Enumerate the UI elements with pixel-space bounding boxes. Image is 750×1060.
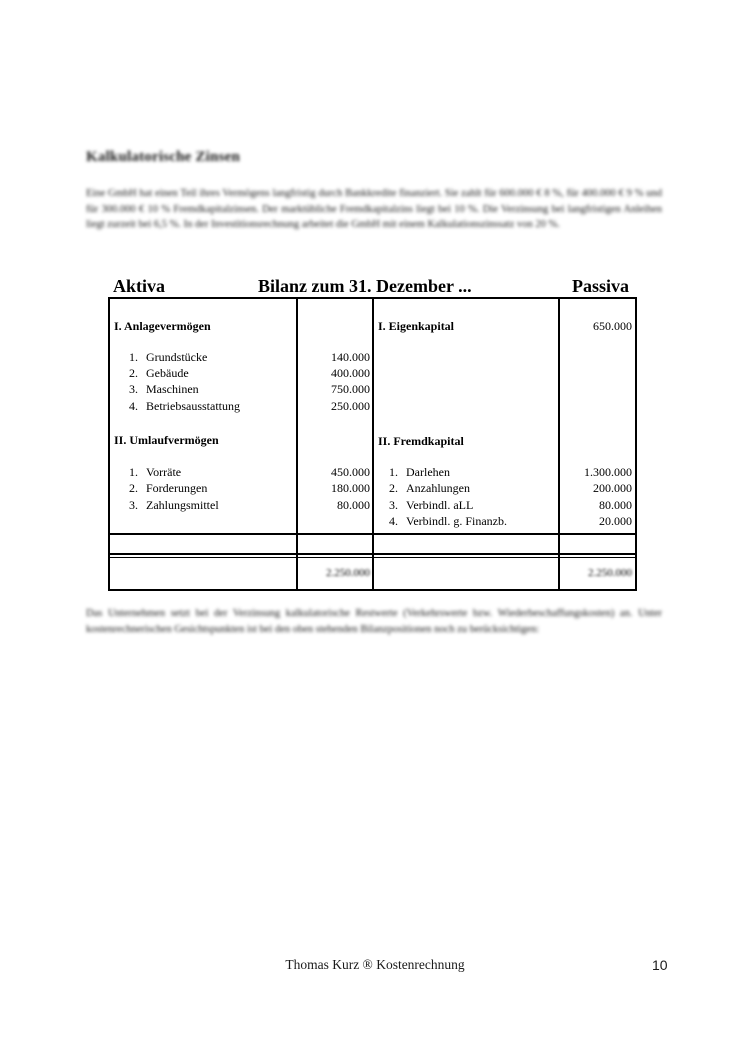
list-item: 3. Maschinen [129, 382, 199, 396]
passiva-sum: 2.250.000 [588, 567, 632, 579]
balance-title: Bilanz zum 31. Dezember ... [258, 276, 472, 296]
list-item: 1. Vorräte [129, 465, 182, 479]
aktiva-sum: 2.250.000 [326, 567, 370, 579]
value-cell: 250.000 [331, 399, 370, 413]
list-item: 2. Gebäude [129, 366, 189, 380]
value-cell: 650.000 [593, 319, 632, 333]
sum-row-divider [110, 553, 635, 555]
list-item: 4. Betriebsausstattung [129, 399, 240, 413]
section-heading: Kalkulatorische Zinsen [86, 149, 241, 165]
column-divider [558, 299, 560, 589]
list-item: 2. Anzahlungen [389, 481, 470, 495]
sum-row-divider-double [110, 557, 635, 558]
list-item: 3. Verbindl. aLL [389, 498, 474, 512]
list-item: 1. Darlehen [389, 465, 450, 479]
intro-paragraph: Eine GmbH hat einen Teil ihres Vermögens langfristig durch Bankkredite finanziert. Sie zahlt für 600.000 € 8 %, für 400.000 € 9 % und für 300.000 € 10 % Fremdkapitalzinsen. Der marktübliche Fremdkapitalzins liegt bei 10 %. Die Verzinsung bei langfristigen Anleihen liegt zurzeit bei 6,5 %. In der Investitionsrechnung arbeitet die GmbH mit einem Kalkulationszinssatz von 20 %. [86, 188, 662, 230]
fremdkapital-heading: II. Fremdkapital [378, 434, 464, 448]
eigenkapital-heading: I. Eigenkapital [378, 319, 455, 333]
umlaufvermoegen-heading: II. Umlaufvermögen [114, 433, 219, 447]
value-cell: 400.000 [331, 366, 370, 380]
passiva-caption: Passiva [572, 276, 630, 296]
value-cell: 180.000 [331, 481, 370, 495]
page-footer: Thomas Kurz ® Kostenrechnung [285, 957, 465, 972]
closing-paragraph: Das Unternehmen setzt bei der Verzinsung kalkulatorische Restwerte (Verkehrswerte bzw. Wiederbeschaffungskosten) an. Unter kostenrechnerischen Gesichtspunkten ist bei den oben stehenden Bilanzpositionen noch zu berücksichtigen: [86, 608, 662, 635]
value-cell: 80.000 [599, 498, 632, 512]
page-number: 10 [652, 957, 668, 973]
list-item: 2. Forderungen [129, 481, 208, 495]
value-cell: 20.000 [599, 514, 632, 528]
list-item: 3. Zahlungsmittel [129, 498, 219, 512]
anlagevermoegen-heading: I. Anlagevermögen [114, 319, 211, 333]
balance-sheet-table [108, 297, 637, 591]
value-cell: 750.000 [331, 382, 370, 396]
value-cell: 140.000 [331, 350, 370, 364]
value-cell: 80.000 [337, 498, 370, 512]
value-cell: 450.000 [331, 465, 370, 479]
center-divider [372, 299, 374, 589]
list-item: 4. Verbindl. g. Finanzb. [389, 514, 507, 528]
row-divider [110, 533, 635, 535]
aktiva-caption: Aktiva [113, 276, 166, 296]
value-cell: 200.000 [593, 481, 632, 495]
value-cell: 1.300.000 [584, 465, 632, 479]
column-divider [296, 299, 298, 589]
list-item: 1. Grundstücke [129, 350, 208, 364]
